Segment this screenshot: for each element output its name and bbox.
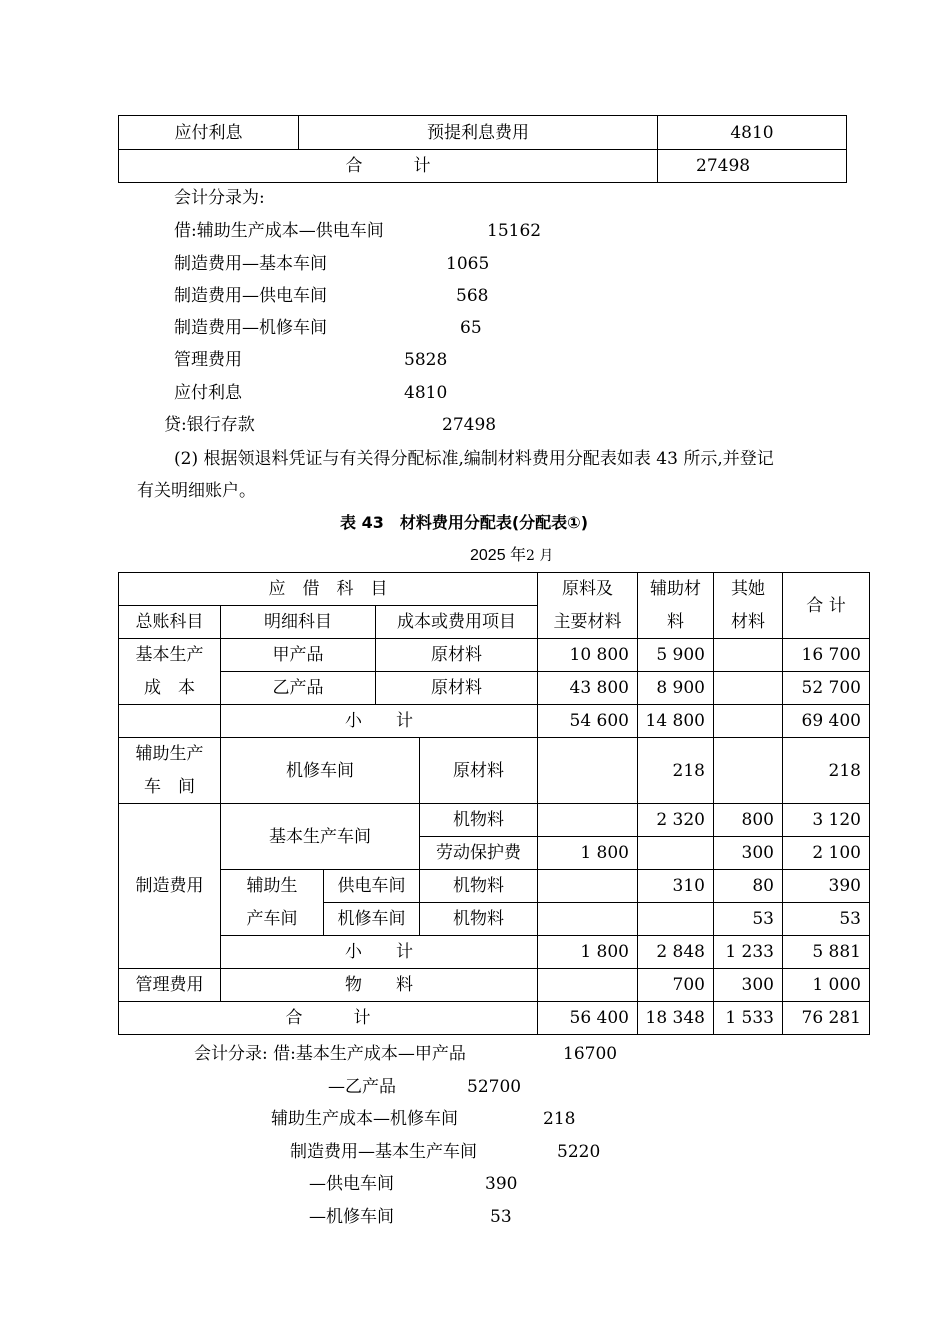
entry-line-amount: 15162 xyxy=(487,221,542,241)
total-cell: 16 700 xyxy=(783,639,870,672)
admin-expense-label: 管理费用 xyxy=(119,969,221,1002)
sub-workshop-cell: 供电车间 xyxy=(324,870,420,903)
total-cell: 5 881 xyxy=(783,936,870,969)
aux-cell: 14 800 xyxy=(638,705,714,738)
header-aux-line1: 辅助材 xyxy=(650,579,701,599)
raw-cell: 10 800 xyxy=(538,639,638,672)
aux-cell xyxy=(638,837,714,870)
account-cell: 应付利息 xyxy=(119,116,299,150)
entry-line-amount: 1065 xyxy=(446,254,490,274)
cost-item-cell: 原材料 xyxy=(420,738,538,804)
header-general-account: 总账科目 xyxy=(119,606,221,639)
aux-workshop-cell xyxy=(221,870,324,936)
item-cell: 预提利息费用 xyxy=(299,116,658,150)
entry-line-text: 贷:银行存款 xyxy=(164,415,255,435)
other-cell: 1 533 xyxy=(714,1002,783,1035)
table-date-month: 2 月 xyxy=(526,548,554,564)
raw-cell xyxy=(538,870,638,903)
raw-cell xyxy=(538,903,638,936)
entry-line-text: 制造费用—机修车间 xyxy=(174,318,327,338)
header-total: 合 计 xyxy=(783,573,870,639)
other-cell: 1 233 xyxy=(714,936,783,969)
total-amount: 27498 xyxy=(658,150,847,183)
entry-line-text: —供电车间 xyxy=(309,1174,394,1194)
cost-item-cell: 机物料 xyxy=(420,903,538,936)
aux-cell: 2 320 xyxy=(638,804,714,837)
cost-item-cell: 原材料 xyxy=(376,672,538,705)
basic-workshop-cell: 基本生产车间 xyxy=(221,804,420,870)
total-cell: 218 xyxy=(783,738,870,804)
mfg-subtotal-label: 小 计 xyxy=(221,936,538,969)
aux-cell: 18 348 xyxy=(638,1002,714,1035)
cost-item-cell: 机物料 xyxy=(420,870,538,903)
other-cell: 300 xyxy=(714,837,783,870)
cost-item-cell: 机物料 xyxy=(420,804,538,837)
total-cell: 53 xyxy=(783,903,870,936)
interest-table xyxy=(118,115,847,183)
header-other-line1: 其她 xyxy=(731,579,765,599)
basic-label-line1: 基本生产 xyxy=(135,645,204,665)
entry-line-text: 借:辅助生产成本—供电车间 xyxy=(174,221,384,241)
total-cell: 1 000 xyxy=(783,969,870,1002)
cost-item-cell: 原材料 xyxy=(376,639,538,672)
table-date-year: 2025 年 xyxy=(470,547,527,564)
total-cell: 2 100 xyxy=(783,837,870,870)
entry-line-text: 应付利息 xyxy=(174,383,242,403)
aux-cell: 700 xyxy=(638,969,714,1002)
entry-line-amount: 65 xyxy=(460,318,482,338)
raw-cell: 1 800 xyxy=(538,837,638,870)
entry-line-text: —乙产品 xyxy=(328,1077,396,1097)
aux-cell: 8 900 xyxy=(638,672,714,705)
aux-cell: 5 900 xyxy=(638,639,714,672)
header-raw-materials xyxy=(538,573,638,639)
other-cell: 800 xyxy=(714,804,783,837)
total-label: 合 计 xyxy=(119,150,658,183)
raw-cell xyxy=(538,969,638,1002)
product-cell: 乙产品 xyxy=(221,672,376,705)
basic-label-continued xyxy=(119,705,221,738)
other-cell: 53 xyxy=(714,903,783,936)
header-debit-account: 应 借 科 目 xyxy=(119,573,538,606)
entry-line-amount: 53 xyxy=(490,1207,512,1227)
table-date xyxy=(470,544,553,567)
entry-line-amount: 218 xyxy=(543,1109,576,1129)
aux-cell: 218 xyxy=(638,738,714,804)
aux-production-label xyxy=(119,738,221,804)
sub-workshop-cell: 机修车间 xyxy=(324,903,420,936)
entry-line-text: —机修车间 xyxy=(309,1207,394,1227)
entry-line-text: 会计分录: 借:基本生产成本—甲产品 xyxy=(194,1044,466,1064)
aux-cell: 310 xyxy=(638,870,714,903)
total-cell: 3 120 xyxy=(783,804,870,837)
total-cell: 390 xyxy=(783,870,870,903)
aux-cell: 2 848 xyxy=(638,936,714,969)
entry-intro: 会计分录为: xyxy=(174,188,265,208)
other-cell xyxy=(714,705,783,738)
amount-cell: 4810 xyxy=(658,116,847,150)
basic-label-line2: 成 本 xyxy=(144,678,195,698)
product-cell: 甲产品 xyxy=(221,639,376,672)
entry-line-text: 制造费用—基本车间 xyxy=(174,254,327,274)
header-other-line2: 材料 xyxy=(731,612,765,632)
entry-line-amount: 16700 xyxy=(563,1044,618,1064)
raw-cell xyxy=(538,804,638,837)
entry-line-text: 辅助生产成本—机修车间 xyxy=(271,1109,458,1129)
admin-item-cell: 物 料 xyxy=(221,969,538,1002)
entry-line-amount: 5220 xyxy=(557,1142,601,1162)
other-cell: 300 xyxy=(714,969,783,1002)
entry-line-amount: 5828 xyxy=(404,350,448,370)
entry-line-amount: 52700 xyxy=(467,1077,522,1097)
aux-workshop-line2: 产车间 xyxy=(246,909,298,929)
basic-subtotal-label: 小 计 xyxy=(221,705,538,738)
material-cost-allocation-table xyxy=(118,572,870,1035)
aux-label-line1: 辅助生产 xyxy=(135,744,204,764)
raw-cell xyxy=(538,738,638,804)
entry-line-text: 制造费用—基本生产车间 xyxy=(290,1142,477,1162)
basic-production-label xyxy=(119,639,221,705)
other-cell xyxy=(714,639,783,672)
total-cell: 69 400 xyxy=(783,705,870,738)
raw-cell: 54 600 xyxy=(538,705,638,738)
total-cell: 52 700 xyxy=(783,672,870,705)
raw-cell: 56 400 xyxy=(538,1002,638,1035)
other-cell xyxy=(714,738,783,804)
entry-line-amount: 27498 xyxy=(442,415,497,435)
other-cell xyxy=(714,672,783,705)
entry-line-amount: 568 xyxy=(456,286,489,306)
other-cell: 80 xyxy=(714,870,783,903)
detail-cell: 机修车间 xyxy=(221,738,420,804)
raw-cell: 1 800 xyxy=(538,936,638,969)
entry-line-text: 制造费用—供电车间 xyxy=(174,286,327,306)
header-raw-line1: 原料及 xyxy=(562,579,613,599)
entry-line-amount: 4810 xyxy=(404,383,448,403)
paragraph-line: (2) 根据领退料凭证与有关得分配标准,编制材料费用分配表如表 43 所示,并登记 xyxy=(174,449,774,469)
entry-line-text: 管理费用 xyxy=(174,350,242,370)
header-cost-item: 成本或费用项目 xyxy=(376,606,538,639)
total-cell: 76 281 xyxy=(783,1002,870,1035)
grand-total-label: 合 计 xyxy=(119,1002,538,1035)
header-other-materials xyxy=(714,573,783,639)
raw-cell: 43 800 xyxy=(538,672,638,705)
header-aux-line2: 料 xyxy=(667,612,684,632)
header-raw-line2: 主要材料 xyxy=(553,612,622,632)
header-aux-materials xyxy=(638,573,714,639)
entry-line-amount: 390 xyxy=(485,1174,518,1194)
mfg-overhead-label: 制造费用 xyxy=(119,804,221,969)
table-title: 表 43 材料费用分配表(分配表①) xyxy=(340,513,589,532)
aux-cell xyxy=(638,903,714,936)
cost-item-cell: 劳动保护费 xyxy=(420,837,538,870)
header-detail-account: 明细科目 xyxy=(221,606,376,639)
paragraph-line: 有关明细账户。 xyxy=(137,481,256,501)
aux-label-line2: 车 间 xyxy=(144,777,195,797)
aux-workshop-line1: 辅助生 xyxy=(246,876,298,896)
